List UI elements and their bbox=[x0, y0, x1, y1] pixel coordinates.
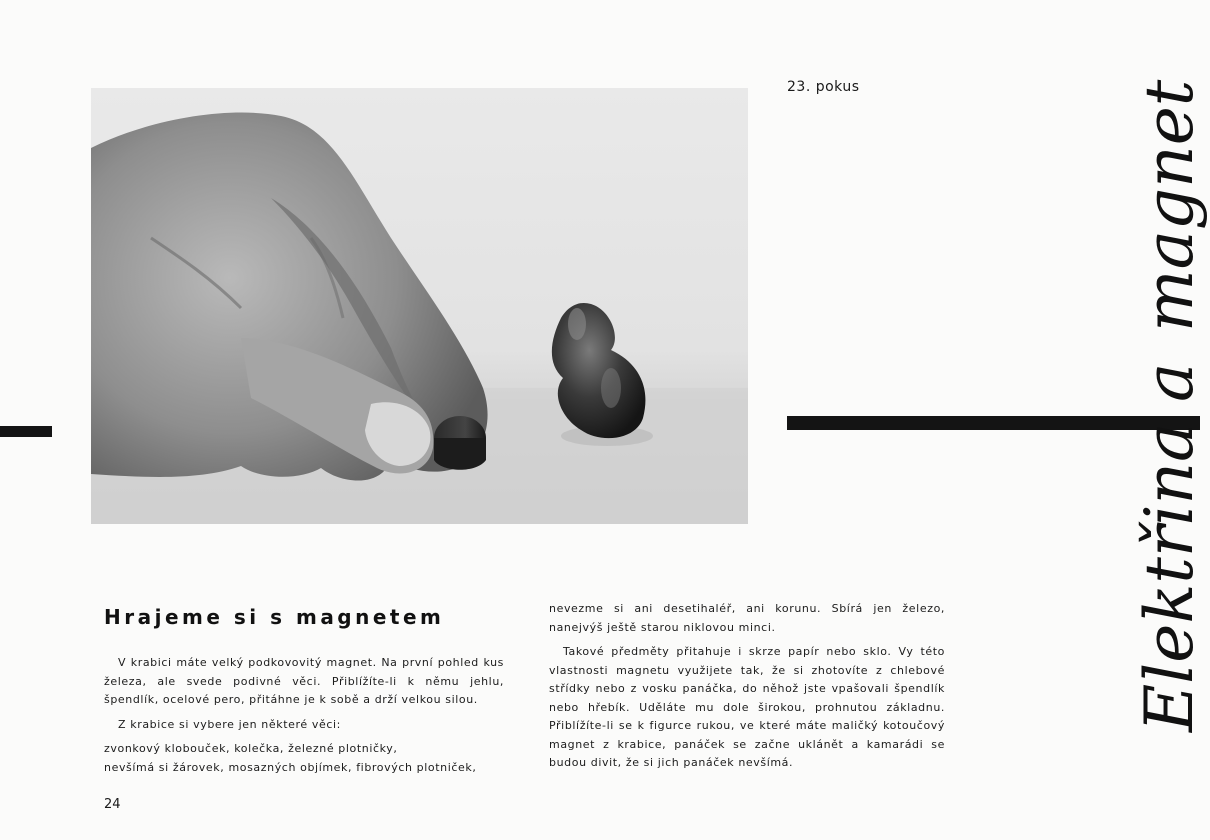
text-column-left bbox=[104, 654, 504, 777]
chapter-title-word: magnet bbox=[1131, 79, 1208, 332]
paragraph: V krabici máte velký podkovovitý magnet. Na první pohled kus železa, ale svede podivné věci. Přiblížíte-li k němu jehlu, špendlík, ocelové pero, přitáhne je k sobě a drží velkou silou. bbox=[104, 656, 504, 706]
chapter-title-word: Elektřina bbox=[1131, 422, 1208, 732]
paragraph: zvonkový klobouček, kolečka, železné plotničky, bbox=[104, 742, 398, 755]
photo-illustration bbox=[91, 88, 748, 524]
paragraph: Takové předměty přitahuje i skrze papír nebo sklo. Vy této vlastnosti magnetu využijete tak, že si zhotovíte z chlebové střídky nebo z vosku panáčka, do něhož jste vpašovali špendlík nebo hřebík. Uděláte mu dole širokou, prohnutou základnu. Přiblížíte-li se k figurce rukou, ve které máte maličký kotoučový magnet z krabice, panáček se začne uklánět a kamarádi se budou divit, že si jich panáček nevšímá. bbox=[549, 645, 945, 769]
decorative-bar-left bbox=[0, 426, 52, 437]
experiment-label: 23. pokus bbox=[787, 79, 860, 95]
page-number: 24 bbox=[104, 797, 121, 812]
paragraph: nevezme si ani desetihaléř, ani korunu. Sbírá jen železo, nanejvýš ještě starou niklovou minci. bbox=[549, 602, 945, 634]
vertical-chapter-title bbox=[1130, 79, 1210, 732]
text-column-right bbox=[549, 600, 945, 773]
section-heading: Hrajeme si s magnetem bbox=[104, 605, 445, 629]
photo-hand-magnet-figurine bbox=[91, 88, 748, 524]
chapter-title-word: a bbox=[1131, 362, 1208, 402]
paragraph: nevšímá si žárovek, mosazných objímek, fibrových plotniček, bbox=[104, 760, 477, 774]
paragraph: Z krabice si vybere jen některé věci: bbox=[118, 717, 341, 731]
